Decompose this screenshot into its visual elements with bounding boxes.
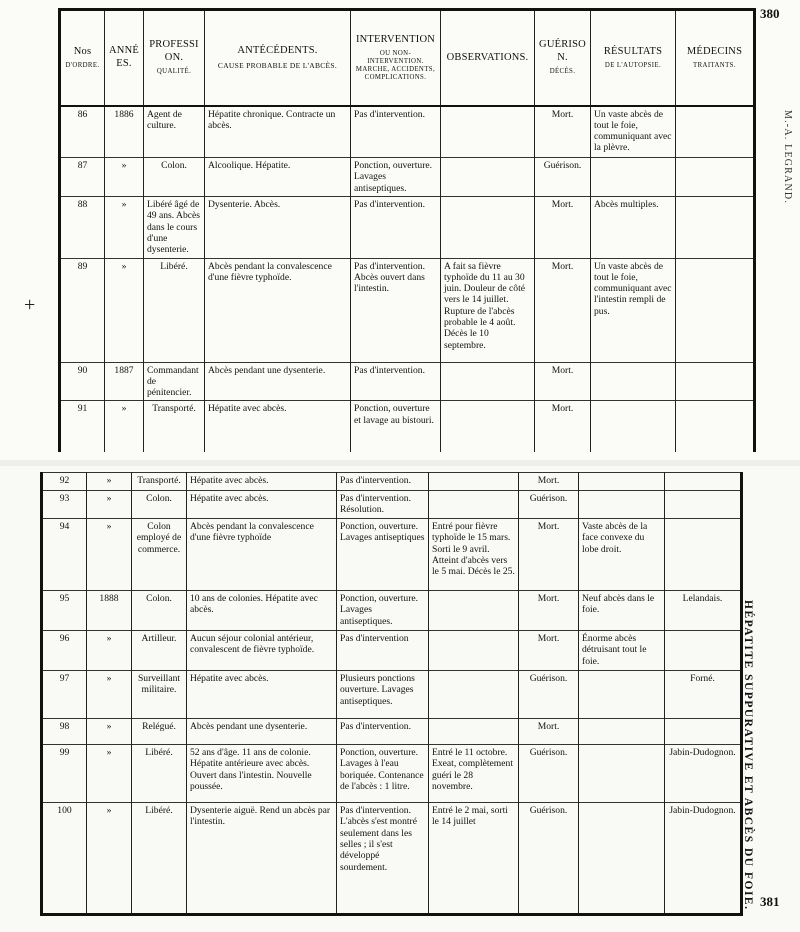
cell-annee: »: [105, 196, 144, 258]
cell-issue: Guérison.: [519, 491, 579, 519]
cell-antecedents: Dysenterie. Abcès.: [205, 196, 351, 258]
cell-observations: Entré pour fièvre typhoïde le 15 mars. Sorti le 9 avril. Atteint d'abcès vers le 5 mai. Décès le 25.: [429, 519, 519, 591]
header-intervention: INTERVENTION OU NON-INTERVENTION. MARCHE, ACCIDENTS, COMPLICATIONS.: [351, 10, 441, 106]
margin-cross-mark: +: [24, 294, 36, 316]
cell-antecedents: 10 ans de colonies. Hépatite avec abcès.: [187, 591, 337, 631]
cell-autopsie: Un vaste abcès de tout le foie, communiquant avec la plèvre.: [591, 106, 676, 158]
cell-medecin: [665, 473, 742, 491]
cell-no: 97: [42, 671, 87, 719]
cell-antecedents: Hépatite avec abcès.: [187, 473, 337, 491]
cell-no: 93: [42, 491, 87, 519]
cell-issue: Mort.: [519, 591, 579, 631]
cell-observations: Entré le 2 mai, sorti le 14 juillet: [429, 803, 519, 915]
cell-antecedents: Abcès pendant une dysenterie.: [205, 362, 351, 401]
cell-profession: Libéré.: [132, 803, 187, 915]
cell-medecin: [665, 719, 742, 745]
cell-profession: Transporté.: [144, 401, 205, 452]
cell-profession: Commandant de pénitencier.: [144, 362, 205, 401]
header-no: Nos D'ORDRE.: [60, 10, 105, 106]
cell-no: 87: [60, 158, 105, 197]
cell-autopsie: Abcès multiples.: [591, 196, 676, 258]
cell-profession: Colon.: [144, 158, 205, 197]
cell-annee: »: [105, 401, 144, 452]
cell-annee: »: [87, 473, 132, 491]
cell-issue: Guérison.: [519, 745, 579, 803]
cell-no: 86: [60, 106, 105, 158]
cell-intervention: Pas d'intervention.: [351, 196, 441, 258]
header-guerison: GUÉRISON. DÉCÈS.: [535, 10, 591, 106]
cell-no: 88: [60, 196, 105, 258]
cell-autopsie: [579, 491, 665, 519]
bottom-cases-table: [40, 472, 743, 916]
cell-no: 95: [42, 591, 87, 631]
cell-autopsie: [579, 671, 665, 719]
cell-observations: [429, 473, 519, 491]
bottom-page-number: 381: [760, 894, 780, 909]
cell-medecin: Lelandais.: [665, 591, 742, 631]
cell-profession: Transporté.: [132, 473, 187, 491]
cell-issue: Mort.: [519, 719, 579, 745]
cell-no: 96: [42, 631, 87, 671]
cell-autopsie: Un vaste abcès de tout le foie, communiquant avec l'intestin rempli de pus.: [591, 258, 676, 362]
cell-issue: Mort.: [519, 473, 579, 491]
cell-antecedents: Hépatite chronique. Contracte un abcès.: [205, 106, 351, 158]
cell-medecin: [676, 362, 755, 401]
cell-observations: [429, 631, 519, 671]
cell-annee: »: [105, 258, 144, 362]
table-row: [60, 158, 755, 197]
cell-antecedents: Abcès pendant une dysenterie.: [187, 719, 337, 745]
cell-issue: Guérison.: [519, 803, 579, 915]
cell-observations: [441, 401, 535, 452]
header-antecedents: ANTÉCÉDENTS. CAUSE PROBABLE DE L'ABCÈS.: [205, 10, 351, 106]
cell-autopsie: [579, 745, 665, 803]
table-row: [42, 671, 742, 719]
cell-annee: »: [87, 719, 132, 745]
cell-issue: Mort.: [535, 258, 591, 362]
cell-profession: Colon.: [132, 491, 187, 519]
cell-intervention: Pas d'intervention.: [337, 719, 429, 745]
cell-autopsie: [591, 158, 676, 197]
cell-medecin: [665, 519, 742, 591]
header-resultats: RÉSULTATS DE L'AUTOPSIE.: [591, 10, 676, 106]
cell-profession: Libéré.: [132, 745, 187, 803]
bottom-running-title: HÉPATITE SUPPURATIVE ET ABCÈS DU FOIE.: [742, 600, 754, 911]
cell-annee: 1887: [105, 362, 144, 401]
cell-intervention: Ponction, ouverture. Lavages à l'eau boriquée. Contenance de l'abcès : 1 litre.: [337, 745, 429, 803]
cell-annee: »: [87, 671, 132, 719]
cell-medecin: [676, 401, 755, 452]
cell-intervention: Pas d'intervention. Abcès ouvert dans l'intestin.: [351, 258, 441, 362]
cell-autopsie: [579, 473, 665, 491]
cell-issue: Mort.: [535, 401, 591, 452]
cell-issue: Mort.: [535, 362, 591, 401]
cell-autopsie: [579, 803, 665, 915]
cell-profession: Agent de culture.: [144, 106, 205, 158]
cell-intervention: Plusieurs ponctions ouverture. Lavages antiseptiques.: [337, 671, 429, 719]
table-header-row: [60, 10, 755, 106]
cell-observations: [441, 158, 535, 197]
cell-antecedents: Hépatite avec abcès.: [205, 401, 351, 452]
cell-no: 91: [60, 401, 105, 452]
cell-medecin: [676, 106, 755, 158]
cell-medecin: [676, 258, 755, 362]
cell-issue: Mort.: [519, 631, 579, 671]
table-row: [60, 401, 755, 452]
cell-medecin: Jabin-Dudognon.: [665, 803, 742, 915]
cell-observations: A fait sa fièvre typhoïde du 11 au 30 juin. Douleur de côté vers le 14 juillet. Rupture de l'abcès probable le 4 août. Décès le 10 septembre.: [441, 258, 535, 362]
cell-profession: Libéré âgé de 49 ans. Abcès dans le cours d'une dysenterie.: [144, 196, 205, 258]
cell-issue: Guérison.: [519, 671, 579, 719]
cell-medecin: Jabin-Dudognon.: [665, 745, 742, 803]
cell-intervention: Pas d'intervention: [337, 631, 429, 671]
cell-no: 94: [42, 519, 87, 591]
cell-observations: [429, 719, 519, 745]
cell-autopsie: [579, 719, 665, 745]
cell-no: 92: [42, 473, 87, 491]
cell-antecedents: Hépatite avec abcès.: [187, 671, 337, 719]
cell-annee: 1888: [87, 591, 132, 631]
cell-medecin: Forné.: [665, 671, 742, 719]
cell-medecin: [665, 491, 742, 519]
cell-autopsie: [591, 401, 676, 452]
cell-medecin: [676, 196, 755, 258]
table-row: [60, 362, 755, 401]
table-row: [42, 473, 742, 491]
cell-intervention: Ponction, ouverture et lavage au bistouri.: [351, 401, 441, 452]
cell-antecedents: Alcoolique. Hépatite.: [205, 158, 351, 197]
table-row: [42, 719, 742, 745]
cell-observations: [441, 362, 535, 401]
cell-profession: Artilleur.: [132, 631, 187, 671]
table-row: [42, 803, 742, 915]
cell-intervention: Pas d'intervention.: [337, 473, 429, 491]
cell-medecin: [676, 158, 755, 197]
cell-profession: Surveillant militaire.: [132, 671, 187, 719]
cell-no: 98: [42, 719, 87, 745]
header-medecins: MÉDECINS TRAITANTS.: [676, 10, 755, 106]
cell-antecedents: Aucun séjour colonial antérieur, convalescent de fièvre typhoïde.: [187, 631, 337, 671]
table-row: [42, 745, 742, 803]
cell-intervention: Pas d'intervention.: [351, 106, 441, 158]
cell-observations: [429, 491, 519, 519]
cell-annee: »: [87, 519, 132, 591]
cell-antecedents: Hépatite avec abcès.: [187, 491, 337, 519]
cell-antecedents: Abcès pendant la convalescence d'une fièvre typhoïde.: [205, 258, 351, 362]
cell-intervention: Ponction, ouverture. Lavages antiseptiques.: [337, 591, 429, 631]
cell-annee: »: [105, 158, 144, 197]
table-row: [60, 196, 755, 258]
cell-intervention: Ponction, ouverture. Lavages antiseptiques: [337, 519, 429, 591]
table-row: [60, 106, 755, 158]
cell-profession: Colon.: [132, 591, 187, 631]
cell-profession: Libéré.: [144, 258, 205, 362]
header-observations: OBSERVATIONS.: [441, 10, 535, 106]
cell-issue: Mort.: [519, 519, 579, 591]
cell-observations: [429, 591, 519, 631]
header-annees: ANNÉES.: [105, 10, 144, 106]
cell-issue: Mort.: [535, 196, 591, 258]
cell-observations: [441, 196, 535, 258]
cell-intervention: Ponction, ouverture. Lavages antiseptiques.: [351, 158, 441, 197]
cell-no: 99: [42, 745, 87, 803]
cell-annee: 1886: [105, 106, 144, 158]
cell-profession: Colon employé de commerce.: [132, 519, 187, 591]
cell-intervention: Pas d'intervention. Résolution.: [337, 491, 429, 519]
cell-issue: Guérison.: [535, 158, 591, 197]
cell-no: 89: [60, 258, 105, 362]
cell-profession: Relégué.: [132, 719, 187, 745]
table-row: [60, 258, 755, 362]
cell-observations: Entré le 11 octobre. Exeat, complètement guéri le 28 novembre.: [429, 745, 519, 803]
table-row: [42, 519, 742, 591]
cell-antecedents: Abcès pendant la convalescence d'une fièvre typhoïde: [187, 519, 337, 591]
top-cases-table: [58, 8, 756, 452]
cell-observations: [441, 106, 535, 158]
cell-annee: »: [87, 491, 132, 519]
table-row: [42, 631, 742, 671]
cell-intervention: Pas d'intervention. L'abcès s'est montré seulement dans les selles ; il s'est développé sourdement.: [337, 803, 429, 915]
cell-annee: »: [87, 745, 132, 803]
cell-autopsie: [591, 362, 676, 401]
cell-autopsie: Vaste abcès de la face convexe du lobe droit.: [579, 519, 665, 591]
top-running-title: M.-A. LEGRAND.: [782, 110, 793, 205]
cell-intervention: Pas d'intervention.: [351, 362, 441, 401]
cell-autopsie: Énorme abcès détruisant tout le foie.: [579, 631, 665, 671]
cell-autopsie: Neuf abcès dans le foie.: [579, 591, 665, 631]
top-page-number: 380: [760, 6, 780, 21]
cell-antecedents: Dysenterie aiguë. Rend un abcès par l'intestin.: [187, 803, 337, 915]
cell-medecin: [665, 631, 742, 671]
cell-observations: [429, 671, 519, 719]
cell-antecedents: 52 ans d'âge. 11 ans de colonie. Hépatite antérieure avec abcès. Ouvert dans l'intestin. Nouvelle poussée.: [187, 745, 337, 803]
header-profession: PROFESSION. QUALITÉ.: [144, 10, 205, 106]
table-row: [42, 491, 742, 519]
cell-issue: Mort.: [535, 106, 591, 158]
cell-annee: »: [87, 803, 132, 915]
table-row: [42, 591, 742, 631]
cell-annee: »: [87, 631, 132, 671]
cell-no: 90: [60, 362, 105, 401]
cell-no: 100: [42, 803, 87, 915]
